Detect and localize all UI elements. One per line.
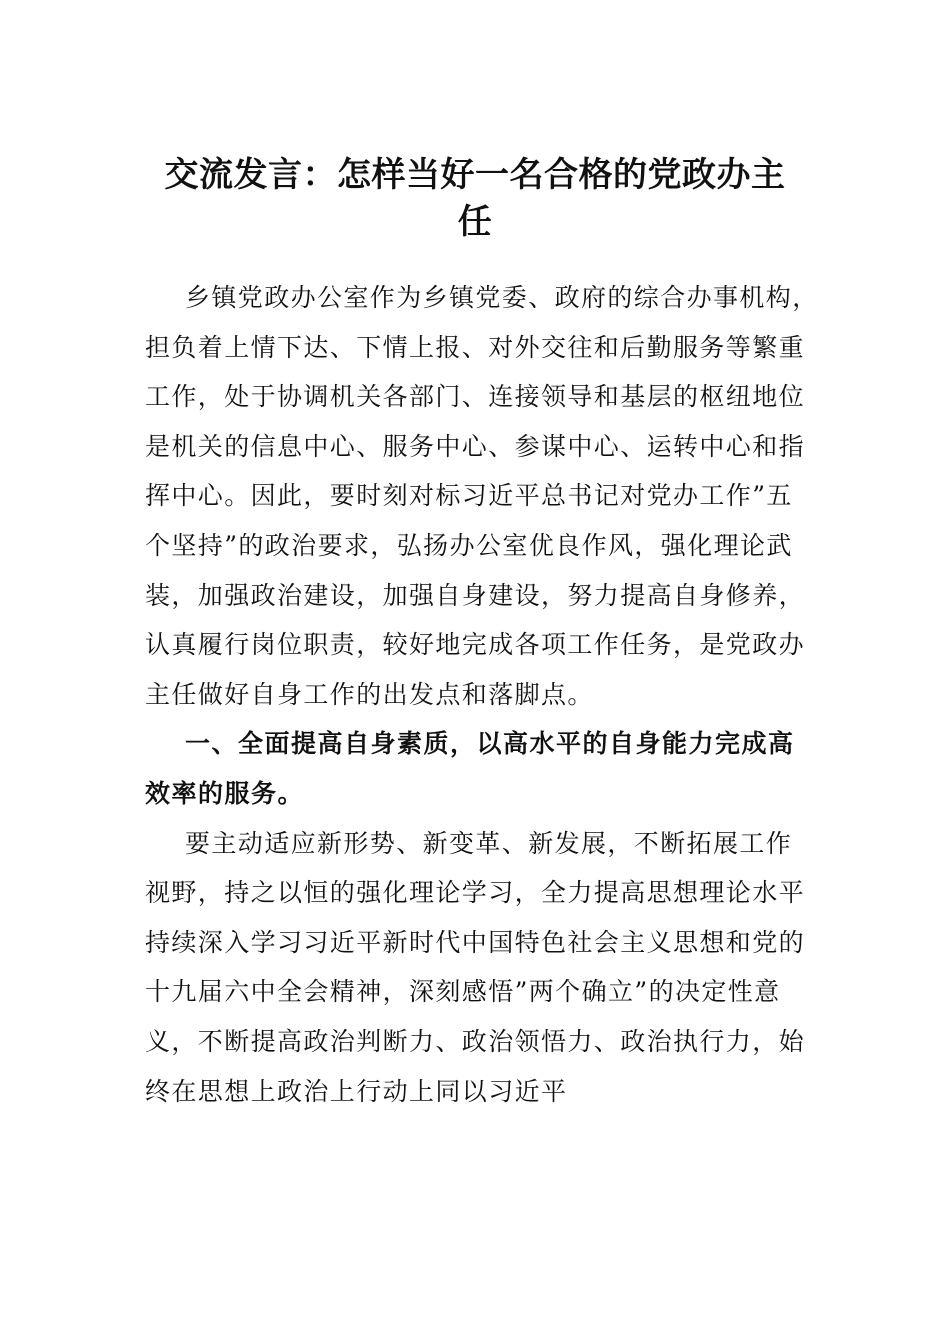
text-line: 视野，持之以恒的强化理论学习，全力提高思想理论水平 <box>145 878 806 908</box>
text-line: 要主动适应新形势、新变革、新发展，不断拓展工作 <box>185 828 793 858</box>
text-line: 主任做好自身工作的出发点和落脚点。 <box>145 679 594 709</box>
text-line: 认真履行岗位职责，较好地完成各项工作任务，是党政办 <box>145 630 806 660</box>
text-line: 装，加强政治建设，加强自身建设，努力提高自身修养， <box>145 580 806 610</box>
title-line-2: 任 <box>457 202 493 242</box>
document-title <box>0 152 950 246</box>
section-heading-1 <box>145 719 835 818</box>
text-line: 义，不断提高政治判断力、政治领悟力、政治执行力，始 <box>145 1026 806 1056</box>
text-line: 乡镇党政办公室作为乡镇党委、政府的综合办事机构， <box>185 283 819 312</box>
paragraph-section-1 <box>145 819 835 1117</box>
document-body <box>145 273 835 1116</box>
title-line-1: 交流发言：怎样当好一名合格的党政办主 <box>164 155 786 195</box>
heading-line: 一、全面提高自身素质，以高水平的自身能力完成高 <box>185 729 795 759</box>
text-line: 工作，处于协调机关各部门、连接领导和基层的枢纽地位 <box>145 382 806 412</box>
text-line: 个坚持”的政治要求，弘扬办公室优良作风，强化理论武 <box>145 530 793 560</box>
text-line: 挥中心。因此，要时刻对标习近平总书记对党办工作”五 <box>145 481 793 511</box>
text-line: 是机关的信息中心、服务中心、参谋中心、运转中心和指 <box>145 431 806 461</box>
text-line: 十九届六中全会精神，深刻感悟”两个确立”的决定性意 <box>145 977 781 1007</box>
text-line: 担负着上情下达、下情上报、对外交往和后勤服务等繁重 <box>145 332 806 362</box>
text-line: 终在思想上政治上行动上同以习近平 <box>145 1076 568 1106</box>
paragraph-intro <box>145 273 835 719</box>
text-line: 持续深入学习习近平新时代中国特色社会主义思想和党的 <box>145 927 806 957</box>
heading-line: 效率的服务。 <box>145 778 305 808</box>
